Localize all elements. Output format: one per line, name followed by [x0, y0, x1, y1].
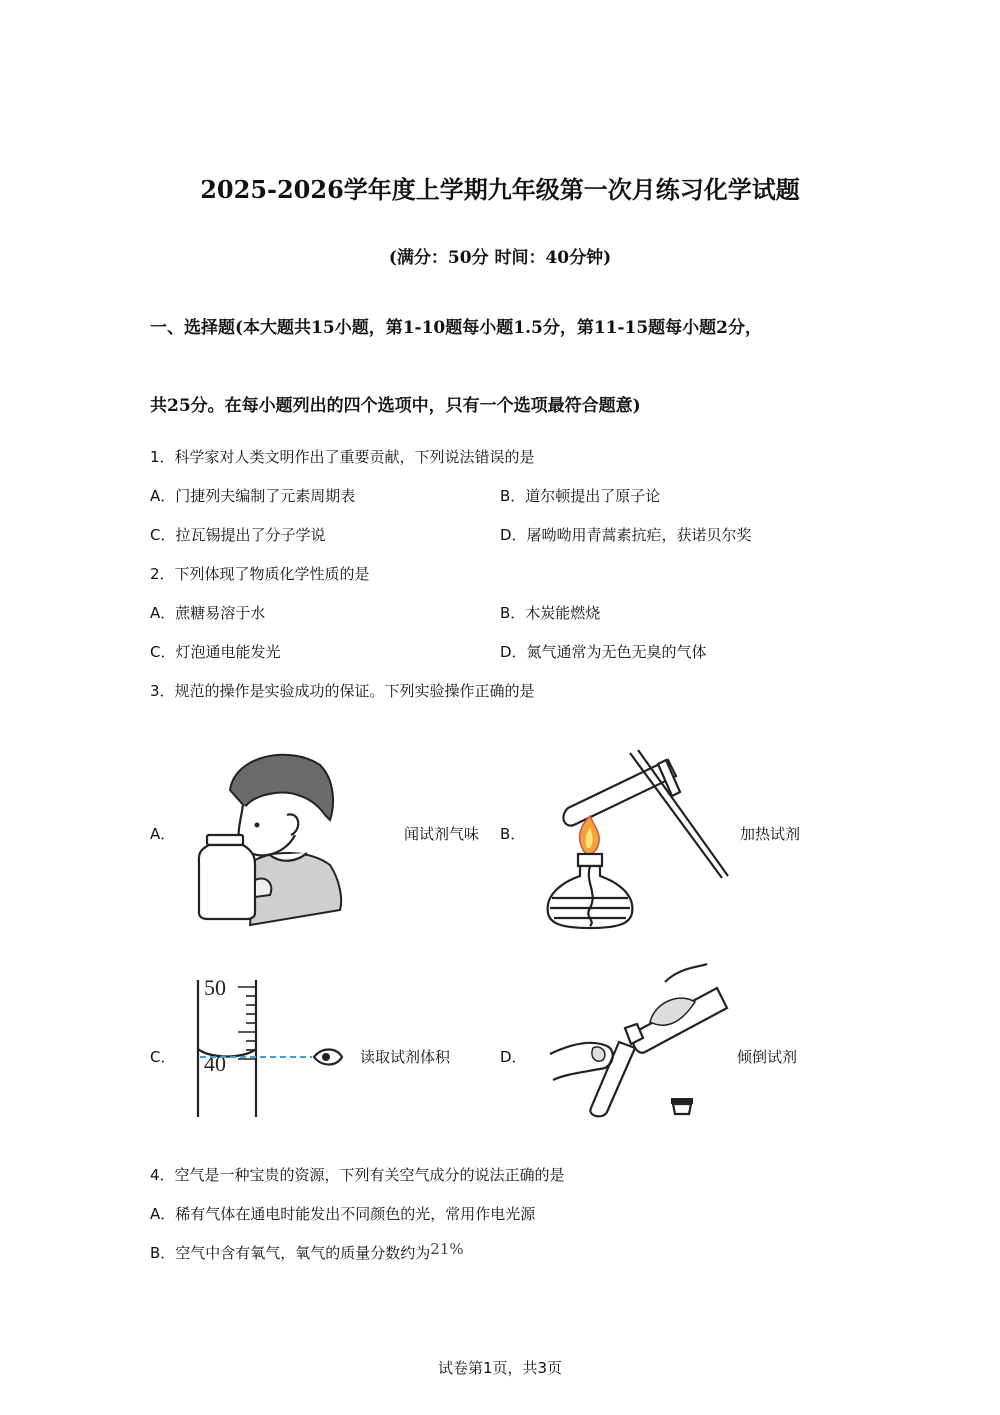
smelling-reagent-illustration [195, 745, 345, 930]
heating-test-tube-illustration [540, 748, 730, 933]
question-2-stem: 2．下列体现了物质化学性质的是 [150, 565, 370, 583]
q4-option-a: A．稀有气体在通电时能发出不同颜色的光，常用作电光源 [150, 1205, 536, 1223]
question-1-stem: 1．科学家对人类文明作出了重要贡献，下列说法错误的是 [150, 448, 535, 466]
graduated-cylinder-reading-illustration [190, 975, 350, 1120]
q1-option-c: C．拉瓦锡提出了分子学说 [150, 526, 326, 544]
q2-option-a: A．蔗糖易溶于水 [150, 604, 266, 622]
q1-option-b: B．道尔顿提出了原子论 [500, 487, 661, 505]
scale-label-bottom: 40 [204, 1051, 226, 1076]
q4-option-b-text: B．空气中含有氧气，氧气的质量分数约为 [150, 1244, 431, 1262]
scale-label-top: 50 [204, 975, 226, 1000]
section-heading-line2: 共25分。在每小题列出的四个选项中，只有一个选项最符合题意) [150, 396, 641, 416]
section-heading-line1: 一、选择题(本大题共15小题，第1-10题每小题1.5分，第11-15题每小题2分， [150, 318, 763, 338]
question-4-stem: 4．空气是一种宝贵的资源，下列有关空气成分的说法正确的是 [150, 1166, 565, 1184]
q3-option-d-caption: 倾倒试剂 [737, 1048, 798, 1066]
q2-option-c: C．灯泡通电能发光 [150, 643, 281, 661]
q2-option-b: B．木炭能燃烧 [500, 604, 601, 622]
q4-option-b-value: 21% [430, 1240, 464, 1258]
page-footer: 试卷第1页，共3页 [437, 1359, 563, 1377]
question-3-stem: 3．规范的操作是实验成功的保证。下列实验操作正确的是 [150, 682, 535, 700]
q3-option-c-letter: C． [150, 1048, 176, 1066]
q3-option-a-letter: A． [150, 825, 176, 843]
q3-option-b-caption: 加热试剂 [740, 825, 801, 843]
q1-option-d: D．屠呦呦用青蒿素抗疟，获诺贝尔奖 [500, 526, 752, 544]
page-title: 2025-2026学年度上学期九年级第一次月练习化学试题 [200, 175, 800, 204]
exam-info: (满分：50分 时间：40分钟) [388, 248, 612, 268]
pouring-reagent-illustration [545, 962, 730, 1122]
q4-option-b [150, 1242, 464, 1263]
q1-option-a: A．门捷列夫编制了元素周期表 [150, 487, 356, 505]
q2-option-d: D．氮气通常为无色无臭的气体 [500, 643, 707, 661]
q3-option-b-letter: B． [500, 825, 526, 843]
q3-option-d-letter: D． [500, 1048, 527, 1066]
q3-option-c-caption: 读取试剂体积 [360, 1048, 451, 1066]
q3-option-a-caption: 闻试剂气味 [404, 825, 480, 843]
